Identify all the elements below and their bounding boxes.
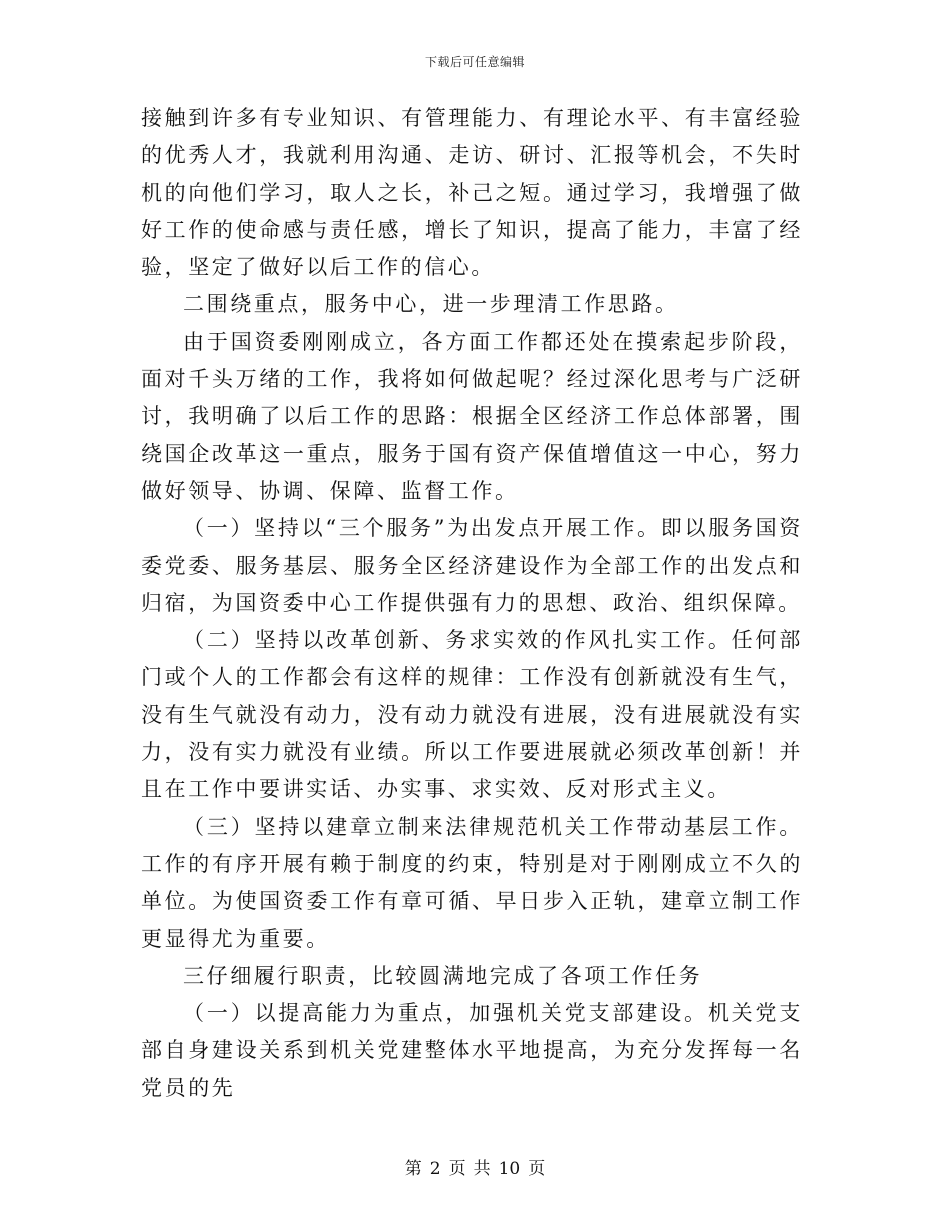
paragraph-1: 接触到许多有专业知识、有管理能力、有理论水平、有丰富经验的优秀人才，我就利用沟通、走访、研讨、汇报等机会，不失时机的向他们学习，取人之长，补己之短。通过学习，我增强了做好工作的使命感与责任感，增长了知识，提高了能力，丰富了经验，坚定了做好以后工作的信心。: [141, 106, 803, 280]
footer-suffix: 页: [528, 1159, 546, 1179]
section-heading-3: 三仔细履行职责，比较圆满地完成了各项工作任务: [183, 963, 703, 988]
paragraph-item-2: （二）坚持以改革创新、务求实效的作风扎实工作。任何部门或个人的工作都会有这样的规律：工作没有创新就没有生气，没有生气就没有动力，没有动力就没有进展，没有进展就没有实力，没有实力就没有业绩。所以工作要进展就必须改革创新！并且在工作中要讲实话、办实事、求实效、反对形式主义。: [141, 628, 803, 802]
footer-page-number: 2: [429, 1159, 441, 1179]
section-heading-2: 二围绕重点，服务中心，进一步理清工作思路。: [183, 292, 679, 317]
paragraph-item-3-1: （一）以提高能力为重点，加强机关党支部建设。机关党支部自身建设关系到机关党建整体水平地提高，为充分发挥每一名党员的先: [141, 1001, 803, 1100]
paragraph-3: 由于国资委刚刚成立，各方面工作都还处在摸索起步阶段，面对千头万绪的工作，我将如何做起呢？经过深化思考与广泛研讨，我明确了以后工作的思路：根据全区经济工作总体部署，围绕国企改革这一重点，服务于国有资产保值增值这一中心，努力做好领导、协调、保障、监督工作。: [141, 329, 803, 503]
footer-total-label: 共: [473, 1159, 491, 1179]
page-header: 下载后可任意编辑: [424, 55, 525, 69]
footer-page-label: 页: [448, 1159, 466, 1179]
page-footer: [0, 1154, 950, 1179]
paragraph-item-1: （一）坚持以“三个服务”为出发点开展工作。即以服务国资委党委、服务基层、服务全区经济建设作为全部工作的出发点和归宿，为国资委中心工作提供强有力的思想、政治、组织保障。: [141, 516, 803, 615]
footer-prefix: 第: [404, 1159, 422, 1179]
footer-total-pages: 10: [498, 1159, 521, 1179]
document-body: [141, 100, 803, 1107]
paragraph-item-3: （三）坚持以建章立制来法律规范机关工作带动基层工作。工作的有序开展有赖于制度的约束，特别是对于刚刚成立不久的单位。为使国资委工作有章可循、早日步入正轨，建章立制工作更显得尤为重要。: [141, 814, 803, 951]
